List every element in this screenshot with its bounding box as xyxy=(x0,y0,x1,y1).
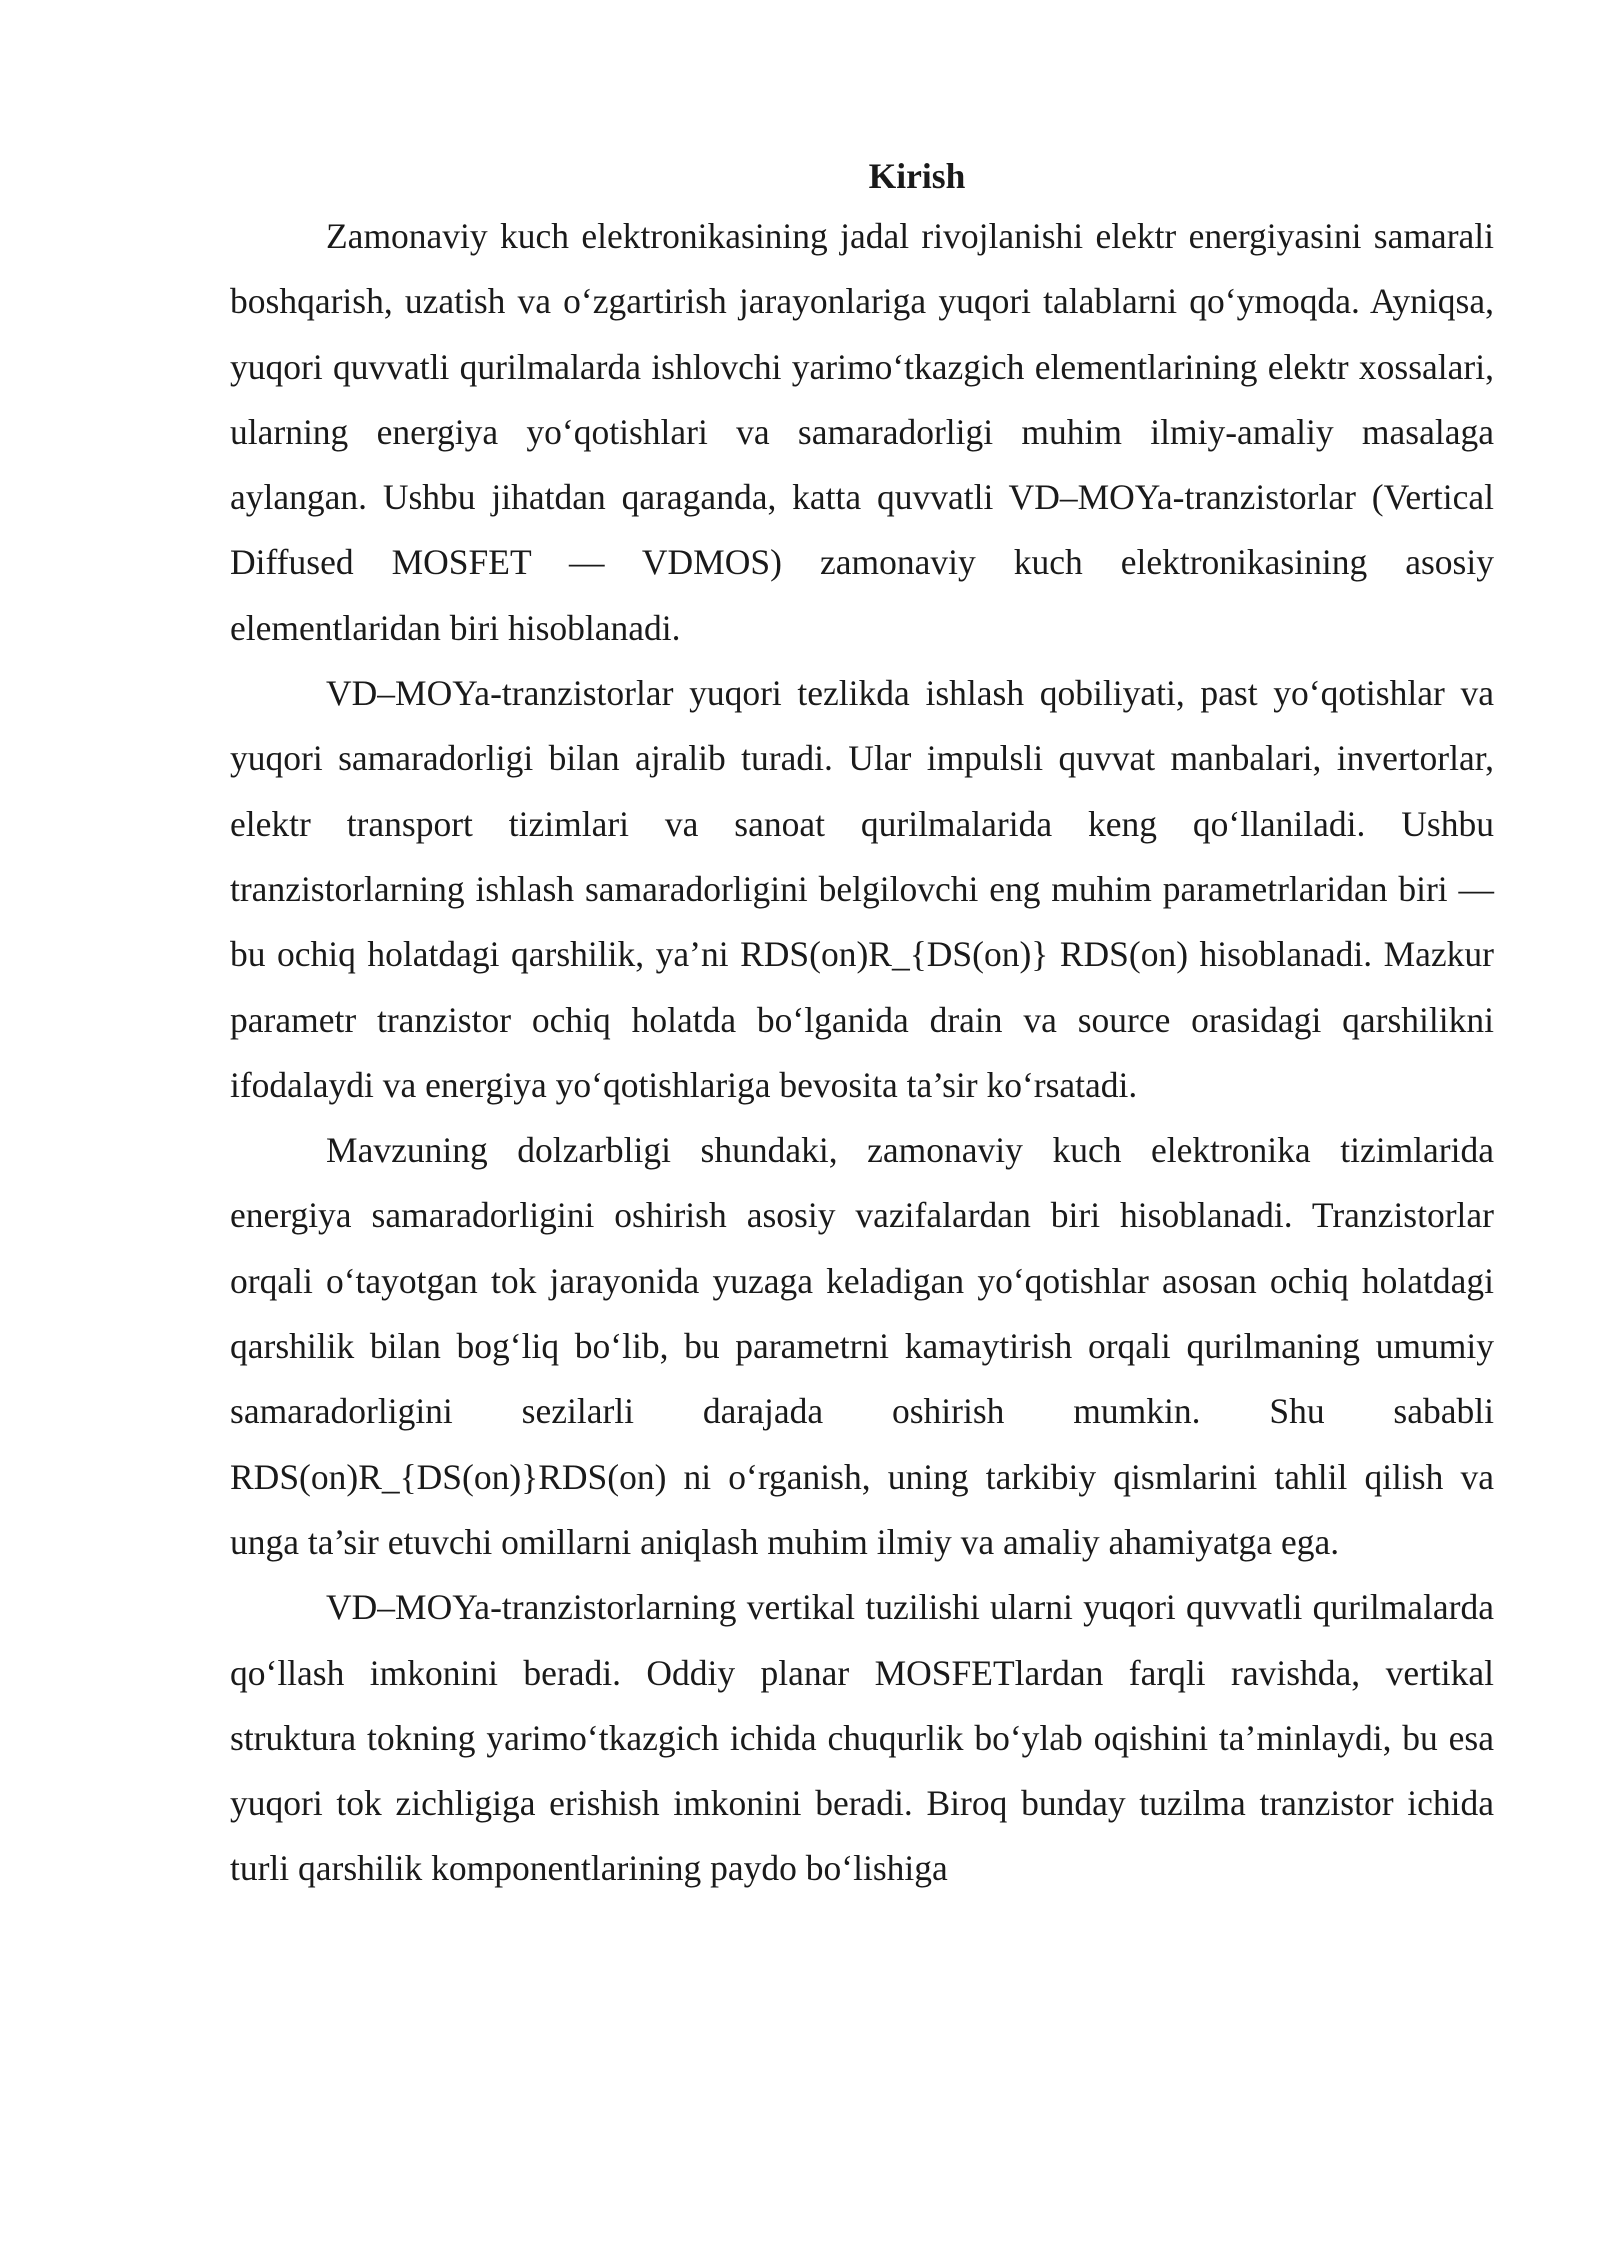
document-body xyxy=(230,148,1494,1902)
paragraph-4: VD–MOYa-tranzistorlarning vertikal tuzilishi ularni yuqori quvvatli qurilmalarda qo‘llash imkonini beradi. Oddiy planar MOSFETlardan farqli ravishda, vertikal struktura tokning yarimo‘tkazgich ichida chuqurlik bo‘ylab oqishini ta’minlaydi, bu esa yuqori tok zichligiga erishish imkonini beradi. Biroq bunday tuzilma tranzistor ichida turli qarshilik komponentlarining paydo bo‘lishiga xyxy=(230,1587,1494,1889)
paragraph-1: Zamonaviy kuch elektronikasining jadal rivojlanishi elektr energiyasini samarali boshqarish, uzatish va o‘zgartirish jarayonlariga yuqori talablarni qo‘ymoqda. Ayniqsa, yuqori quvvatli qurilmalarda ishlovchi yarimo‘tkazgich elementlarining elektr xossalari, ularning energiya yo‘qotishlari va samaradorligi muhim ilmiy-amaliy masalaga aylangan. Ushbu jihatdan qaraganda, katta quvvatli VD–MOYa-tranzistorlar (Vertical Diffused MOSFET — VDMOS) zamonaviy kuch elektronikasining asosiy elementlaridan biri hisoblanadi. xyxy=(230,216,1494,648)
page-title: Kirish xyxy=(868,156,966,196)
paragraph-3: Mavzuning dolzarbligi shundaki, zamonaviy kuch elektronika tizimlarida energiya samaradorligini oshirish asosiy vazifalardan biri hisoblanadi. Tranzistorlar orqali o‘tayotgan tok jarayonida yuzaga keladigan yo‘qotishlar asosan ochiq holatdagi qarshilik bilan bog‘liq bo‘lib, bu parametrni kamaytirish orqali qurilmaning umumiy samaradorligini sezilarli darajada oshirish mumkin. Shu sababli RDS(on)R_{DS(on)}RDS(on) ni o‘rganish, uning tarkibiy qismlarini tahlil qilish va unga ta’sir etuvchi omillarni aniqlash muhim ilmiy va amaliy ahamiyatga ega. xyxy=(230,1130,1494,1562)
paragraph-2: VD–MOYa-tranzistorlar yuqori tezlikda ishlash qobiliyati, past yo‘qotishlar va yuqori samaradorligi bilan ajralib turadi. Ular impulsli quvvat manbalari, invertorlar, elektr transport tizimlari va sanoat qurilmalarida keng qo‘llaniladi. Ushbu tranzistorlarning ishlash samaradorligini belgilovchi eng muhim parametrlaridan biri — bu ochiq holatdagi qarshilik, ya’ni RDS(on)R_{DS(on)} RDS(on) hisoblanadi. Mazkur parametr tranzistor ochiq holatda bo‘lganida drain va source orasidagi qarshilikni ifodalaydi va energiya yo‘qotishlariga bevosita ta’sir ko‘rsatadi. xyxy=(230,673,1494,1105)
